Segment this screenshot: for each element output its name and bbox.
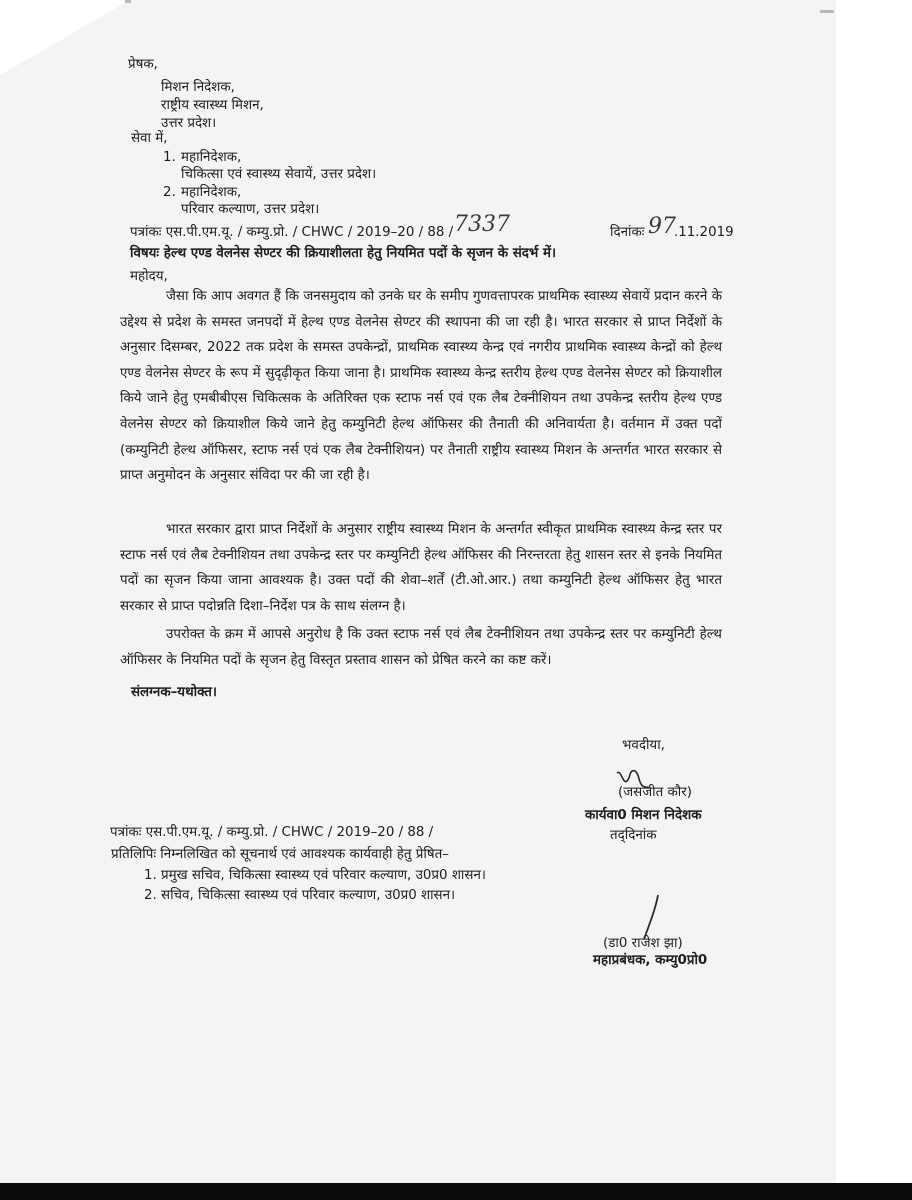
salutation: महोदय, (130, 269, 168, 284)
date-month-year: .11.2019 (674, 225, 734, 240)
date-label: दिनांकः (610, 225, 645, 240)
recipient-number: 2. (163, 185, 176, 200)
handwritten-dispatch-number: 7337 (454, 212, 510, 237)
same-date-note: तद्‌दिनांक (610, 828, 657, 843)
sender-line: उत्तर प्रदेश। (161, 116, 217, 131)
handwritten-date-day: 97 (648, 214, 676, 239)
copy-recipient: 2. सचिव, चिकित्सा स्वास्थ्य एवं परिवार कल्याण, उ0प्र0 शासन। (144, 888, 456, 903)
sender-label: प्रेषक, (128, 57, 158, 72)
copy-signatory-name: (डा0 राजेश झा) (603, 936, 683, 951)
body-paragraph: भारत सरकार द्वारा प्राप्त निर्देशों के अनुसार राष्ट्रीय स्वास्थ्य मिशन के अन्तर्गत स्वीकृत प्राथमिक स्वास्थ्य केन्द्र स्तर पर स्टाफ नर्स एवं लैब टेक्नीशियन तथा उपकेन्द्र स्तर पर कम्युनिटी हेल्थ ऑफिसर की निरन्तरता हेतु शासन स्तर से इनके नियमित पदों का सृजन किया जाना आवश्यक है। उक्त पदों की शेवा–शर्तें (टी.ओ.आर.) तथा कम्युनिटी हेल्थ ऑफिसर हेतु भारत सरकार से प्राप्त पदोन्नति दिशा–निर्देश पत्र के साथ संलग्न है। (120, 522, 722, 614)
letter-subject: विषयः हेल्थ एण्ड वेलनेस सेण्टर की क्रियाशीलता हेतु नियमित पदों के सृजन के संदर्भ में। (130, 246, 557, 261)
recipient-number: 1. (163, 150, 176, 165)
scan-bottom-border (0, 1183, 912, 1200)
body-paragraph: जैसा कि आप अवगत हैं कि जनसमुदाय को उनके घर के समीप गुणवत्तापरक प्राथमिक स्वास्थ्य सेवायें प्रदान करने के उद्देश्य से प्रदेश के समस्त जनपदों में हेल्थ एण्ड वेलनेस सेण्टर की स्थापना की जा रही है। भारत सरकार से प्राप्त निर्देशों के अनुसार दिसम्बर, 2022 तक प्रदेश के समस्त उपकेन्द्रों, प्राथमिक स्वास्थ्य केन्द्र एवं नगरीय प्राथमिक स्वास्थ्य केन्द्रों को हेल्थ एण्ड वेलनेस सेण्टर के रूप में सुदृढ़ीकृत किया जाना है। प्राथमिक स्वास्थ्य केन्द्र स्तरीय हेल्थ एण्ड वेलनेस सेण्टर को क्रियाशील किये जाने हेतु एमबीबीएस चिकित्सक के अतिरिक्त एक स्टाफ नर्स एवं एक लैब टेक्नीशियन तथा उपकेन्द्र स्तरीय हेल्थ एण्ड वेलनेस सेण्टर को क्रियाशील किये जाने हेतु कम्युनिटी हेल्थ ऑफिसर की तैनाती की अनिवार्यता है। वर्तमान में उक्त पदों (कम्युनिटी हेल्थ ऑफिसर, स्टाफ नर्स एवं एक लैब टेक्नीशियन) पर तैनाती राष्ट्रीय स्वास्थ्य मिशन के अन्तर्गत भारत सरकार से प्राप्त अनुमोदन के अनुसार संविदा पर की जा रही है। (120, 289, 722, 484)
letter-reference-number: पत्रांकः एस.पी.एम.यू. / कम्यु.प्रो. / CHWC / 2019–20 / 88 / (130, 225, 454, 240)
folded-page-corner (0, 0, 130, 75)
sender-line: मिशन निदेशक, (161, 80, 235, 95)
copy-intro: प्रतिलिपिः निम्नलिखित को सूचनार्थ एवं आवश्यक कार्यवाही हेतु प्रेषित– (111, 847, 449, 862)
copy-reference-number: पत्रांकः एस.पी.एम.यू. / कम्यु.प्रो. / CHWC / 2019–20 / 88 / (110, 825, 434, 840)
recipients-label: सेवा में, (131, 131, 168, 146)
recipient-dept: परिवार कल्याण, उत्तर प्रदेश। (181, 202, 320, 217)
body-paragraph: उपरोक्त के क्रम में आपसे अनुरोध है कि उक्त स्टाफ नर्स एवं लैब टेक्नीशियन तथा उपकेन्द्र स्तर पर कम्युनिटी हेल्थ ऑफिसर के नियमित पदों के सृजन हेतु विस्तृत प्रस्ताव शासन को प्रेषित करने का कष्ट करें। (120, 627, 722, 668)
signatory-name: (जसजीत कौर) (618, 785, 692, 800)
valediction: भवदीया, (622, 738, 665, 753)
scan-margin-right (836, 0, 912, 1200)
recipient-title: महानिदेशक, (181, 150, 242, 165)
recipient-dept: चिकित्सा एवं स्वास्थ्य सेवायें, उत्तर प्रदेश। (181, 167, 377, 182)
copy-signatory-designation: महाप्रबंधक, कम्यु0प्रो0 (593, 953, 708, 968)
signatory-designation: कार्यवा0 मिशन निदेशक (585, 808, 702, 823)
recipient-title: महानिदेशक, (181, 185, 242, 200)
scan-mark (125, 0, 131, 3)
scan-mark (820, 10, 834, 13)
enclosure-note: संलग्नक–यथोक्त। (131, 685, 217, 700)
copy-recipient: 1. प्रमुख सचिव, चिकित्सा स्वास्थ्य एवं परिवार कल्याण, उ0प्र0 शासन। (144, 868, 486, 883)
sender-line: राष्ट्रीय स्वास्थ्य मिशन, (161, 98, 264, 113)
